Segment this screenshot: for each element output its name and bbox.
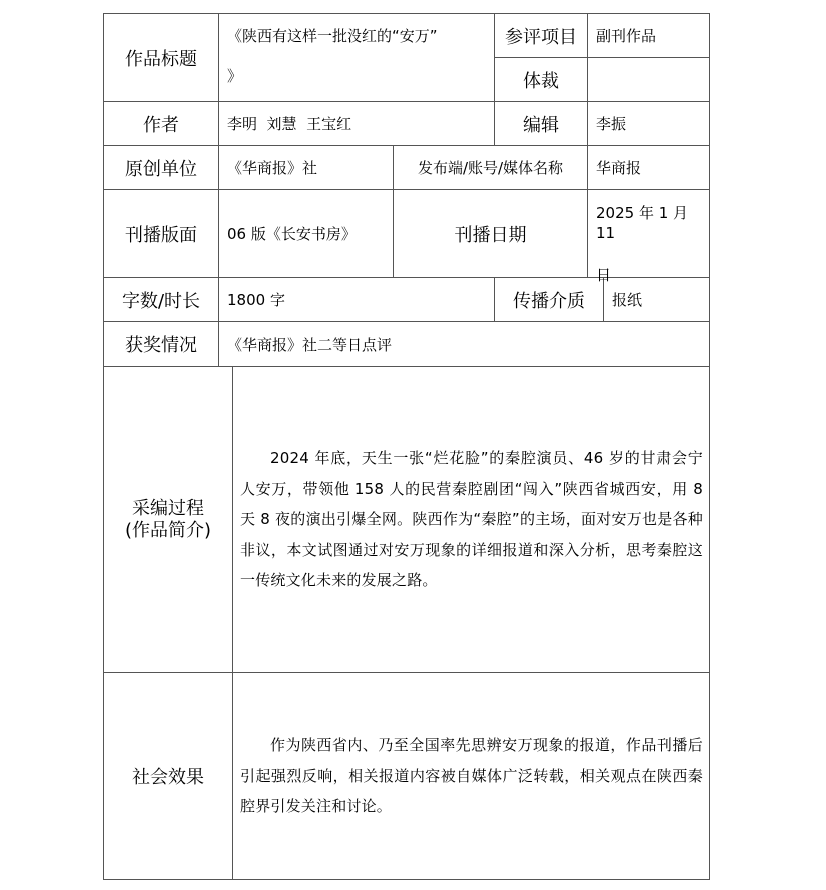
title-line-2: 》 [227,67,243,85]
publisher-value [588,146,709,189]
author-label-text: 作者 [143,114,179,136]
process-label [104,367,232,672]
editor-label-text: 编辑 [523,114,559,136]
effect-text: 作为陕西省内、乃至全国率先思辨安万现象的报道，作品刊播后引起强烈反响，相关报道内容被自媒体广泛转载，相关观点在陕西秦腔界引发关注和讨论。 [240,736,703,816]
date-label [394,190,587,277]
length-value [219,278,494,321]
process-label-line-1: 采编过程 [132,497,204,519]
review-item-label [495,14,587,57]
award-label [104,322,218,366]
length-value-text: 1800 字 [227,291,285,309]
length-label-text: 字数/时长 [121,290,201,312]
publisher-label-text: 发布端/账号/媒体名称 [417,159,564,177]
review-item-label-text: 参评项目 [505,26,577,48]
review-item-value [588,14,709,57]
editor-value [588,102,709,145]
title-label-text: 作品标题 [125,48,197,70]
effect-label [104,673,232,879]
award-value [219,322,709,366]
editor-value-text: 李振 [596,115,627,133]
genre-label [495,58,587,101]
author-value [219,102,494,145]
effect-label-text: 社会效果 [132,767,204,788]
title-label [104,14,218,101]
original-unit-label [104,146,218,189]
process-label-line-2: (作品简介) [124,519,212,541]
effect-text-cell [233,673,709,879]
date-label-text: 刊播日期 [454,224,527,246]
date-value [588,190,709,284]
process-text-cell [233,367,709,672]
date-line-2: 日 [596,266,612,284]
page-label-text: 刊播版面 [125,224,197,246]
table-border [103,879,710,880]
publisher-value-text: 华商报 [596,159,642,177]
author-value-text: 李明 刘慧 王宝红 [227,115,352,133]
medium-value-text: 报纸 [612,291,643,309]
award-label-text: 获奖情况 [125,335,197,356]
page-label [104,190,218,277]
genre-label-text: 体裁 [523,70,559,92]
review-item-value-text: 副刊作品 [596,27,657,45]
author-label [104,102,218,145]
award-value-text: 《华商报》社二等日点评 [227,335,393,354]
length-label [104,278,218,321]
medium-label [495,278,603,321]
publisher-label [394,146,587,189]
medium-value [604,278,709,321]
table-border [709,13,710,880]
medium-label-text: 传播介质 [513,290,585,312]
date-line-1: 2025 年 1 月 11 [596,204,689,242]
genre-value [588,58,709,101]
page-value-text: 06 版《长安书房》 [227,225,356,243]
editor-label [495,102,587,145]
original-unit-label-text: 原创单位 [125,158,197,180]
title-line-1: 《陕西有这样一批没红的“安万” [227,27,438,45]
original-unit-value-text: 《华商报》社 [227,159,318,177]
title-value [219,14,494,101]
original-unit-value [219,146,393,189]
page-value [219,190,393,277]
process-text: 2024 年底，天生一张“烂花脸”的秦腔演员、46 岁的甘肃会宁人安万，带领他 158 人的民营秦腔剧团“闯入”陕西省城西安，用 8 天 8 夜的演出引爆全网。陕西作为“秦腔”的主场，面对安万也是各种非议，本文试图通过对安万现象的详细报道和深入分析，思考秦腔这一传统文化未来的发展之路。 [240,449,703,590]
